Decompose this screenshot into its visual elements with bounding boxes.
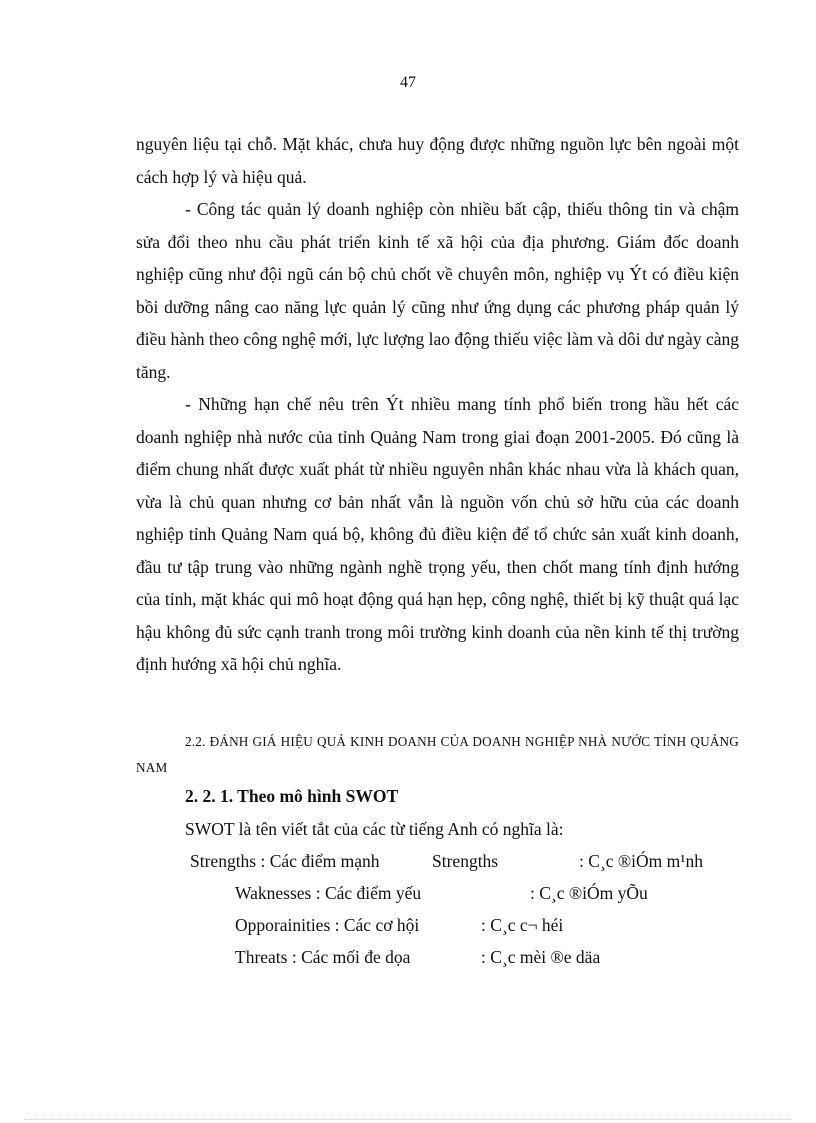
- swot-term-repeat: Strengths: [432, 851, 499, 871]
- swot-term: Opporainities : Các cơ hội: [235, 915, 420, 935]
- paragraph-continuation: nguyên liệu tại chỗ. Mặt khác, chưa huy động được những nguồn lực bên ngoài một cách hợp lý và hiệu quả.: [136, 134, 739, 187]
- paragraph-management: - Công tác quản lý doanh nghiệp còn nhiều bất cập, thiếu thông tin và chậm sửa đổi theo nhu cầu phát triển kinh tế xã hội của địa phương. Giám đốc doanh nghiệp cũng như đội ngũ cán bộ chủ chốt về chuyên môn, nghiệp vụ Ýt có điều kiện bồi dưỡng nâng cao năng lực quản lý cũng như ứng dụng các phương pháp quản lý điều hành theo công nghệ mới, lực lượng lao động thiếu việc làm và dôi dư ngày càng tăng.: [136, 199, 739, 382]
- swot-garbled: : C¸c ®iÓm yÕu: [530, 883, 648, 903]
- swot-intro: SWOT là tên viết tắt của các từ tiếng Anh có nghĩa là:: [185, 819, 564, 839]
- footer-rule: [24, 1119, 792, 1120]
- swot-term: Threats : Các mối đe dọa: [235, 947, 411, 967]
- swot-row-weaknesses: [0, 880, 816, 906]
- swot-garbled: : C¸c ®iÓm m¹nh: [579, 851, 704, 871]
- body-text: [136, 128, 739, 681]
- page-number: 47: [400, 74, 416, 91]
- paragraph-limitations: - Những hạn chế nêu trên Ýt nhiều mang tính phổ biến trong hầu hết các doanh nghiệp nhà nước của tỉnh Quảng Nam trong giai đoạn 2001-2005. Đó cũng là điểm chung nhất được xuất phát từ nhiều nguyên nhân khác nhau vừa là khách quan, vừa là chủ quan nhưng cơ bản nhất vẫn là nguồn vốn chủ sở hữu của các doanh nghiệp tỉnh Quảng Nam quá bộ, không đủ điều kiện để tổ chức sản xuất kinh doanh, đầu tư tập trung vào những ngành nghề trọng yếu, then chốt mang tính định hướng của tỉnh, mặt khác qui mô hoạt động quá hạn hẹp, công nghệ, thiết bị kỹ thuật quá lạc hậu không đủ sức cạnh tranh trong môi trường kinh doanh của nền kinh tế thị trường định hướng xã hội chủ nghĩa.: [136, 394, 739, 674]
- swot-term: Strengths : Các điểm mạnh: [190, 851, 380, 871]
- section-heading: 2.2. ĐÁNH GIÁ HIỆU QUẢ KINH DOANH CỦA DOANH NGHIỆP NHÀ NƯỚC TỈNH QUẢNG NAM: [136, 734, 739, 775]
- subsection-heading: 2. 2. 1. Theo mô hình SWOT: [185, 786, 399, 806]
- swot-row-strengths: [0, 848, 816, 874]
- swot-row-opportunities: [0, 912, 816, 938]
- swot-garbled: : C¸c mèi ®e däa: [481, 947, 601, 967]
- swot-row-threats: [0, 944, 816, 970]
- swot-garbled: : C¸c c¬ héi: [481, 915, 564, 935]
- swot-term: Waknesses : Các điểm yếu: [235, 883, 422, 903]
